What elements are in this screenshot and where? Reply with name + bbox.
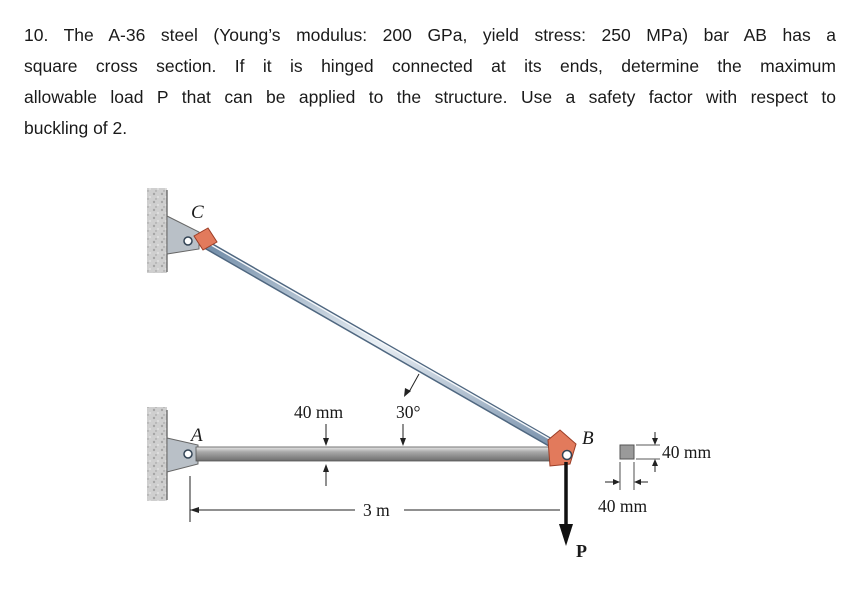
- pin-a: [184, 450, 192, 458]
- label-a: A: [191, 425, 203, 446]
- label-c: C: [191, 202, 204, 223]
- label-section-height: 40 mm: [662, 442, 712, 462]
- label-p: P: [576, 541, 587, 561]
- load-arrow: [559, 462, 573, 546]
- wall-c: [147, 188, 167, 273]
- joint-b: [548, 430, 576, 466]
- label-angle: 30°: [396, 402, 421, 422]
- clevis-b: [548, 430, 576, 466]
- label-length: 3 m: [363, 500, 390, 520]
- problem-line-3: allowable load P that can be applied to the structure. Use a safety factor with respect to: [24, 87, 836, 107]
- cross-section: [605, 432, 660, 490]
- wall-a: [147, 407, 167, 501]
- bar-ab: [196, 447, 562, 461]
- label-section-width: 40 mm: [598, 496, 648, 516]
- pin-b: [563, 451, 572, 460]
- problem-line-2: square cross section. If it is hinged connected at its ends, determine the maximum: [24, 56, 836, 76]
- section-square: [620, 445, 634, 459]
- problem-line-4: buckling of 2.: [24, 118, 128, 138]
- wall-support-c: [147, 188, 199, 273]
- label-b: B: [582, 428, 594, 449]
- pin-c: [184, 237, 192, 245]
- problem-line-1: 10. The A-36 steel (Young’s modulus: 200 GPa, yield stress: 250 MPa) bar AB has a: [24, 25, 836, 45]
- rod-cb: [194, 228, 553, 444]
- label-thickness: 40 mm: [294, 402, 344, 422]
